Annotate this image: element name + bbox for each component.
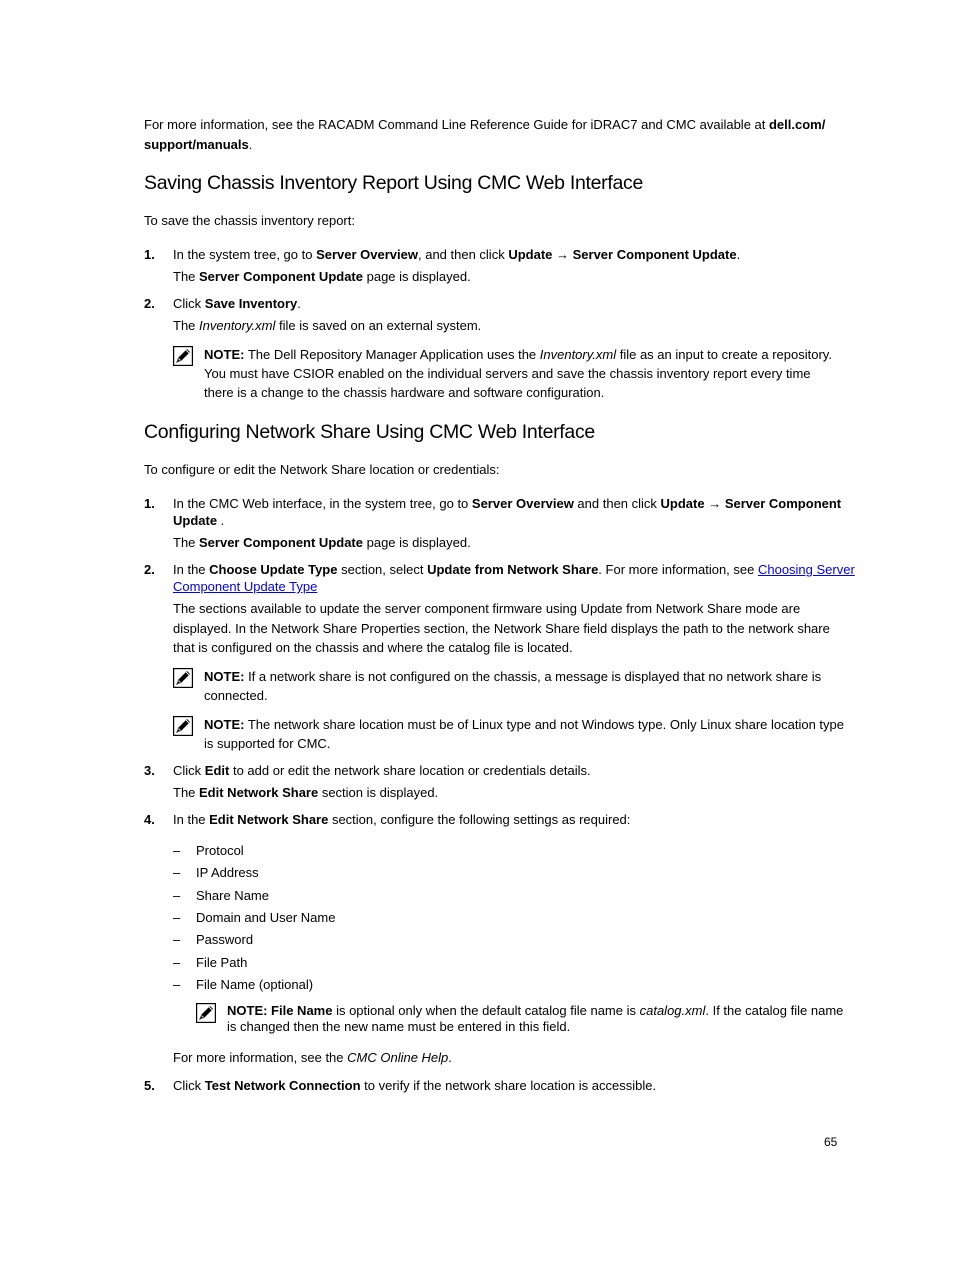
- step-number: 1.: [144, 496, 155, 511]
- note-line: connected.: [204, 688, 268, 703]
- page-number: 65: [824, 1135, 838, 1149]
- intro-paragraph-line2: support/manuals.: [144, 137, 253, 152]
- note-line: You must have CSIOR enabled on the individual servers and save the chassis inventory report every time: [204, 366, 811, 381]
- note-pencil-icon: [196, 1003, 216, 1023]
- note-line: NOTE: If a network share is not configured on the chassis, a message is displayed that no network share is: [204, 669, 822, 684]
- section2-step2-link-cont: [173, 577, 317, 596]
- intro-paragraph-line1: For more information, see the RACADM Command Line Reference Guide for iDRAC7 and CMC available at dell.com/: [144, 117, 826, 132]
- step-number: 5.: [144, 1078, 155, 1093]
- step-number: 2.: [144, 562, 155, 577]
- section-heading-network-share: Configuring Network Share Using CMC Web Interface: [144, 421, 595, 443]
- note-line: NOTE: The network share location must be of Linux type and not Windows type. Only Linux share location type: [204, 717, 844, 732]
- section2-step1-result: The Server Component Update page is displayed.: [173, 535, 471, 550]
- note-line: is supported for CMC.: [204, 736, 331, 751]
- section2-step1-text: In the CMC Web interface, in the system tree, go to Server Overview and then click Update → Server Component: [173, 496, 842, 511]
- section2-step4-text: In the Edit Network Share section, configure the following settings as required:: [173, 812, 631, 827]
- step-number: 3.: [144, 763, 155, 778]
- choosing-update-type-link[interactable]: Choosing Server: [757, 562, 855, 577]
- settings-list-item: – File Name (optional): [173, 977, 314, 992]
- section-heading-saving-inventory: Saving Chassis Inventory Report Using CMC Web Interface: [144, 172, 644, 194]
- section2-step5-text: Click Test Network Connection to verify if the network share location is accessible.: [173, 1078, 657, 1093]
- note-pencil-icon: [173, 716, 193, 736]
- section2-step1-text-cont: Update .: [173, 513, 225, 528]
- more-info-line: For more information, see the CMC Online Help.: [173, 1050, 452, 1065]
- note-line: there is a change to the chassis hardware and software configuration.: [204, 385, 605, 400]
- settings-list-item: – Domain and User Name: [173, 910, 336, 925]
- step-number: 2.: [144, 296, 155, 311]
- section2-lead: To configure or edit the Network Share location or credentials:: [144, 462, 500, 477]
- settings-list-item: – IP Address: [173, 865, 259, 880]
- settings-list-item: – Protocol: [173, 843, 244, 858]
- dell-manuals-link[interactable]: dell.com/: [768, 117, 826, 132]
- dell-manuals-link-cont[interactable]: support/manuals: [144, 137, 249, 152]
- step-number: 1.: [144, 247, 155, 262]
- section2-step2-desc: that is configured on the chassis and where the catalog file is located.: [173, 640, 573, 655]
- section2-step2-text: In the Choose Update Type section, select Update from Network Share. For more information, see Choosing Server: [173, 562, 855, 577]
- note-pencil-icon: [173, 668, 193, 688]
- section2-step2-desc: displayed. In the Network Share Properties section, the Network Share field displays the path to the network share: [173, 621, 830, 636]
- section2-step2-desc: The sections available to update the server component firmware using Update from Network Share mode are: [173, 601, 801, 616]
- choosing-update-type-link-cont[interactable]: Component Update Type: [173, 579, 318, 594]
- settings-list-item: – Share Name: [173, 888, 269, 903]
- note-line: NOTE: File Name is optional only when the default catalog file name is catalog.xml. If the catalog file name: [227, 1003, 844, 1018]
- section2-step3-text: Click Edit to add or edit the network share location or credentials details.: [173, 763, 591, 778]
- section1-step2-text: Click Save Inventory.: [173, 296, 301, 311]
- settings-list-item: – File Path: [173, 955, 248, 970]
- settings-list-item: – Password: [173, 932, 254, 947]
- note-line: NOTE: The Dell Repository Manager Application uses the Inventory.xml file as an input to create a repository.: [204, 347, 832, 362]
- note-line: is changed then the new name must be entered in this field.: [227, 1019, 571, 1034]
- section2-step3-result: The Edit Network Share section is displayed.: [173, 785, 439, 800]
- note-pencil-icon: [173, 346, 193, 366]
- section1-lead: To save the chassis inventory report:: [144, 213, 355, 228]
- section1-step2-result: The Inventory.xml file is saved on an external system.: [173, 318, 482, 333]
- section1-step1-result: The Server Component Update page is displayed.: [173, 269, 471, 284]
- section1-step1-text: In the system tree, go to Server Overview, and then click Update → Server Component Update.: [173, 247, 741, 262]
- step-number: 4.: [144, 812, 155, 827]
